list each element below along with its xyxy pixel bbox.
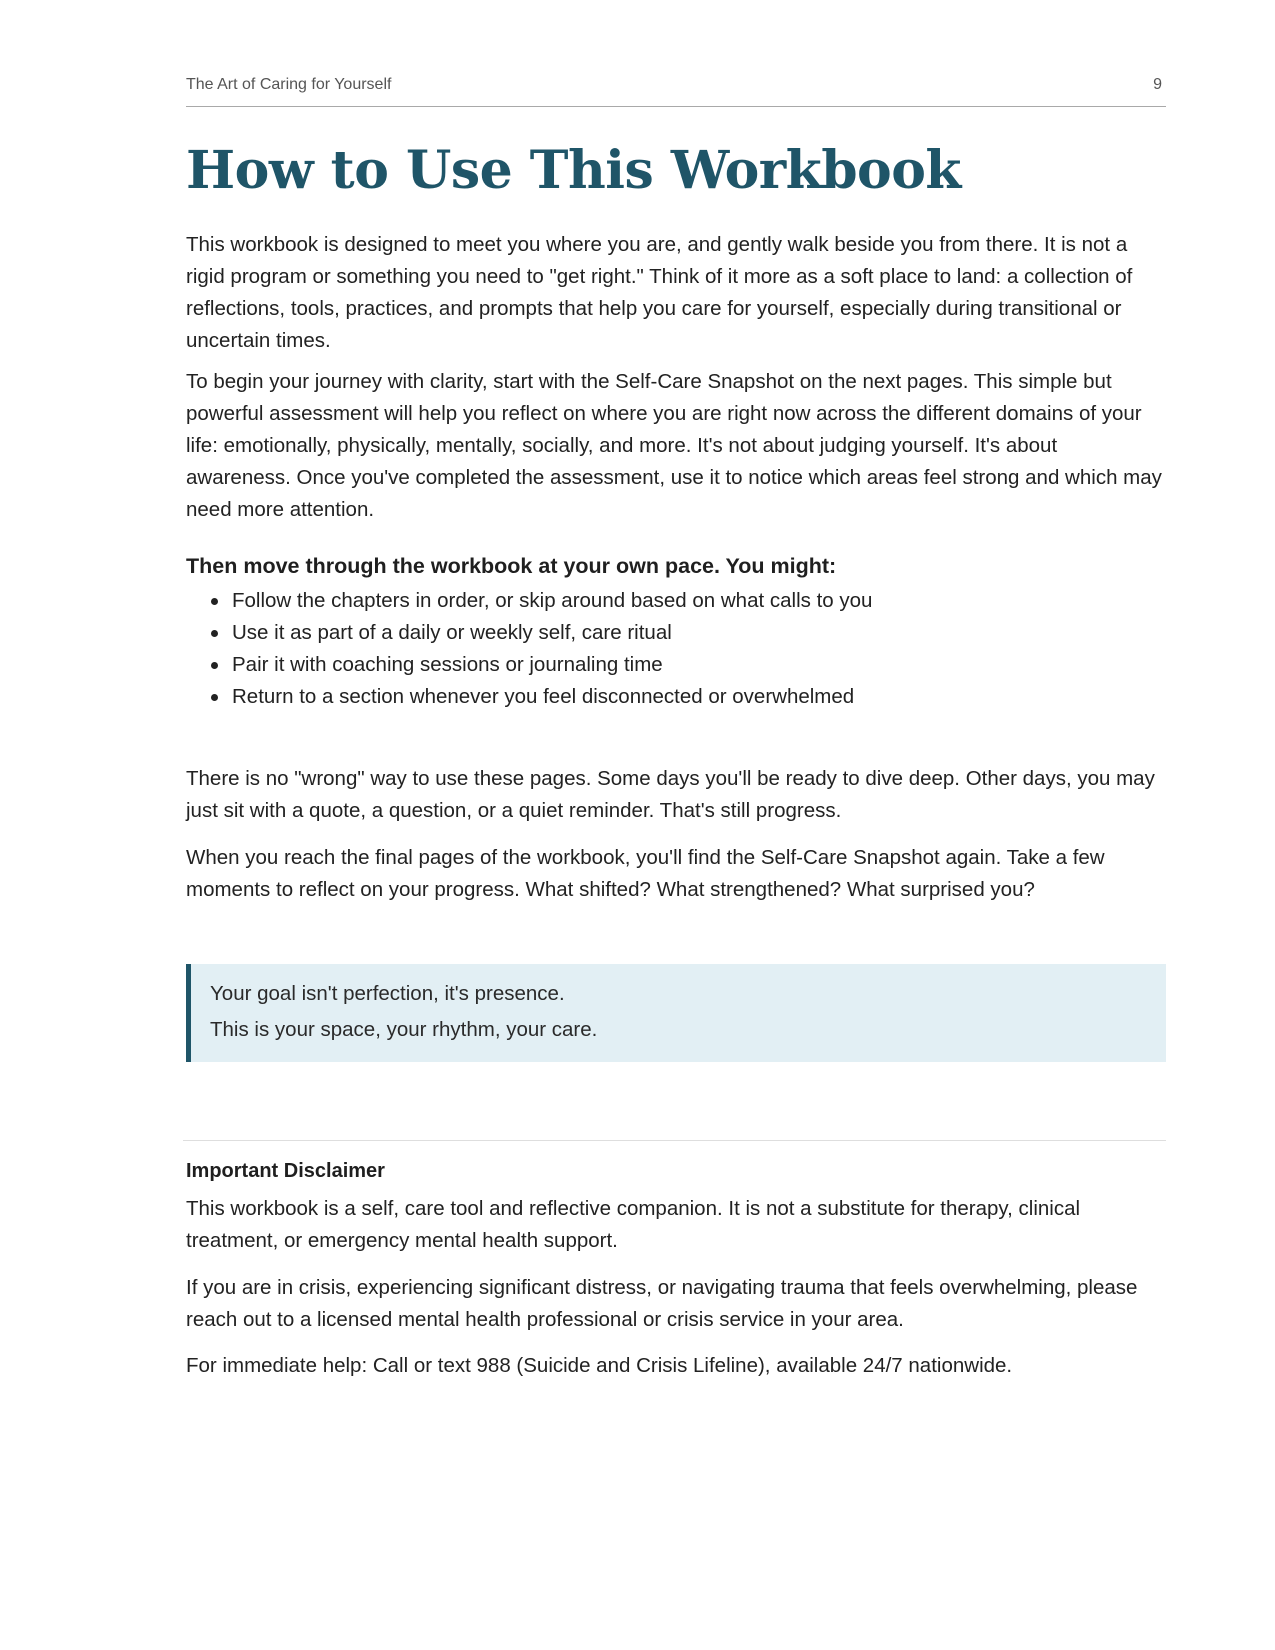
list-item: Return to a section whenever you feel disconnected or overwhelmed [232, 681, 1166, 713]
crisis-paragraph: If you are in crisis, experiencing significant distress, or navigating trauma that feels overwhelming, please reach out to a licensed mental health professional or crisis service in your area. [186, 1276, 1138, 1331]
no-wrong-way-paragraph: There is no "wrong" way to use these pages. Some days you'll be ready to dive deep. Other days, you may just sit with a quote, a question, or a quiet reminder. That's still progress. [186, 767, 1155, 822]
intro-section [186, 229, 1166, 357]
ways-heading: Then move through the workbook at your own pace. You might: [186, 554, 837, 578]
page-title: How to Use This Workbook [186, 140, 961, 201]
section-divider [183, 1140, 1166, 1141]
callout-line: Your goal isn't perfection, it's presence. [210, 982, 565, 1005]
disclaimer-title: Important Disclaimer [186, 1160, 385, 1182]
list-item: Follow the chapters in order, or skip around based on what calls to you [232, 585, 1166, 617]
running-header [186, 76, 1166, 107]
no-wrong-way-section [186, 763, 1166, 827]
final-pages-paragraph: When you reach the final pages of the workbook, you'll find the Self-Care Snapshot again. Take a few moments to reflect on your progress. What shifted? What strengthened? What surprised you? [186, 846, 1105, 901]
ways-section [186, 554, 1166, 713]
page-number: 9 [1153, 76, 1162, 93]
crisis-section [186, 1272, 1166, 1336]
callout-line: This is your space, your rhythm, your care. [210, 1018, 598, 1041]
disclaimer-section [186, 1160, 1166, 1183]
intro-paragraph: This workbook is designed to meet you where you are, and gently walk beside you from there. It is not a rigid program or something you need to "get right." Think of it more as a soft place to land: a collection of reflections, tools, practices, and prompts that help you care for yourself, especially during transitional or uncertain times. [186, 233, 1133, 352]
ways-list [186, 585, 1166, 713]
immediate-help-section [186, 1350, 1166, 1382]
immediate-help-paragraph: For immediate help: Call or text 988 (Suicide and Crisis Lifeline), available 24/7 nationwide. [186, 1354, 1013, 1377]
snapshot-section [186, 366, 1166, 526]
snapshot-paragraph: To begin your journey with clarity, start with the Self-Care Snapshot on the next pages. This simple but powerful assessment will help you reflect on where you are right now across the different domains of your life: emotionally, physically, mentally, socially, and more. It's not about judging yourself. It's about awareness. Once you've completed the assessment, use it to notice which areas feel strong and which may need more attention. [186, 370, 1162, 521]
callout-box [186, 964, 1166, 1062]
list-item: Use it as part of a daily or weekly self, care ritual [232, 617, 1166, 649]
disclaimer-body [186, 1193, 1166, 1257]
book-title: The Art of Caring for Yourself [186, 76, 392, 93]
disclaimer-paragraph: This workbook is a self, care tool and reflective companion. It is not a substitute for therapy, clinical treatment, or emergency mental health support. [186, 1197, 1081, 1252]
list-item: Pair it with coaching sessions or journaling time [232, 649, 1166, 681]
final-pages-section [186, 842, 1166, 906]
